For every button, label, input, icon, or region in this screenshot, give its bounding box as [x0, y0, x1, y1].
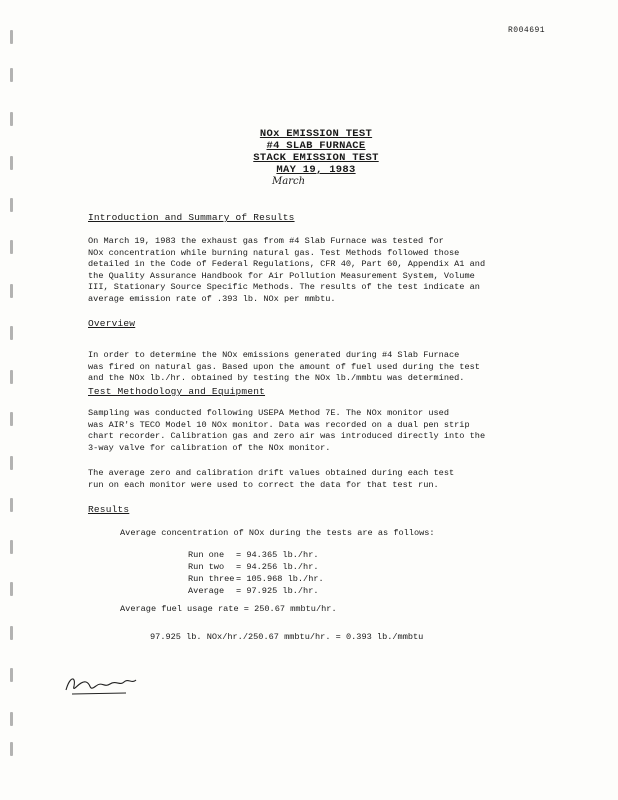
results-row	[188, 573, 356, 585]
run-label: Run three	[188, 574, 235, 584]
results-row	[188, 549, 356, 561]
methodology-paragraph-2: The average zero and calibration drift values obtained during each test run on each monitor were used to correct the data for that test run.	[88, 468, 455, 490]
results-row	[188, 561, 356, 573]
run-label: Run two	[188, 562, 225, 572]
results-row	[188, 585, 356, 597]
title-block	[236, 128, 396, 188]
title-line: STACK EMISSION TEST	[253, 152, 379, 164]
document-id: R004691	[508, 26, 546, 35]
title-line: NOx EMISSION TEST	[259, 128, 373, 140]
methodology-paragraph-1: Sampling was conducted following USEPA Method 7E. The NOx monitor used was AIR's TECO Model 10 NOx monitor. Data was recorded on a dual pen strip chart recorder. Calibration gas and zero air was introduced directly into the 3-way valve for calibration of the NOx monitor.	[88, 408, 486, 453]
results-intro: Average concentration of NOx during the tests are as follows:	[120, 528, 435, 538]
run-value: = 97.925 lb./hr.	[236, 586, 319, 596]
results-table	[188, 549, 356, 597]
binding-margin-marks	[4, 20, 24, 760]
title-line: #4 SLAB FURNACE	[266, 140, 366, 152]
run-value: = 105.968 lb./hr.	[236, 574, 324, 584]
section-heading-methodology: Test Methodology and Equipment	[88, 386, 266, 397]
signature	[62, 672, 140, 700]
run-label: Run one	[188, 550, 225, 560]
emission-calculation: 97.925 lb. NOx/hr./250.67 mmbtu/hr. = 0.393 lb./mmbtu	[150, 632, 424, 642]
section-heading-overview: Overview	[88, 318, 136, 329]
section-heading-results: Results	[88, 504, 130, 515]
section-heading-intro: Introduction and Summary of Results	[88, 212, 295, 223]
run-value: = 94.256 lb./hr.	[236, 562, 319, 572]
fuel-usage-rate: Average fuel usage rate = 250.67 mmbtu/hr.	[120, 604, 337, 614]
run-value: = 94.365 lb./hr.	[236, 550, 319, 560]
intro-paragraph: On March 19, 1983 the exhaust gas from #4 Slab Furnace was tested for NOx concentration while burning natural gas. Test Methods followed those detailed in the Code of Federal Regulations, CFR 40, Part 60, Appendix A1 and the Quality Assurance Handbook for Air Pollution Measurement System, Volume III, Stationary Source Specific Methods. The results of the test indicate an average emission rate of .393 lb. NOx per mmbtu.	[88, 236, 486, 304]
overview-paragraph: In order to determine the NOx emissions generated during #4 Slab Furnace was fired on natural gas. Based upon the amount of fuel used during the test and the NOx lb./hr. obtained by testing the NOx lb./mmbtu was determined.	[88, 350, 480, 384]
title-line: MAY 19, 1983	[276, 164, 356, 176]
run-label: Average	[188, 586, 225, 596]
handwritten-note: March	[272, 176, 306, 187]
